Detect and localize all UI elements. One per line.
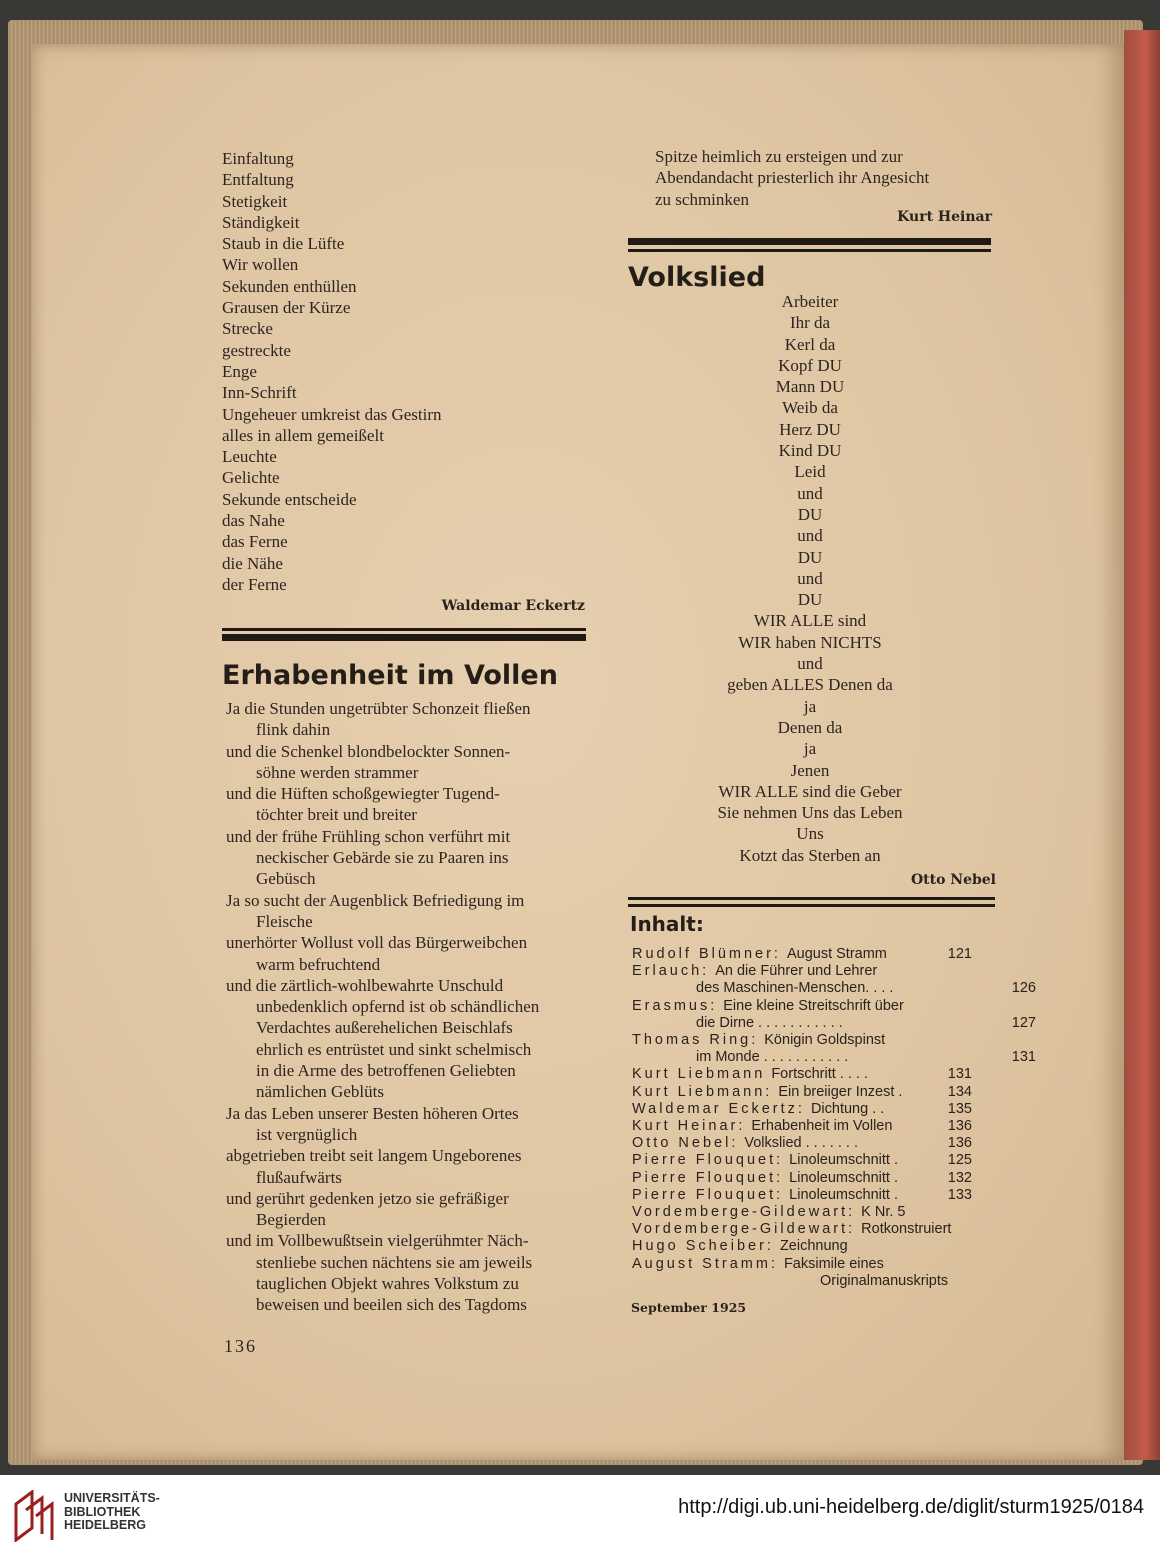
erhabenheit-continuation <box>655 146 993 210</box>
poem-line: Uns <box>796 824 824 844</box>
erhabenheit-title: Erhabenheit im Vollen <box>222 660 558 691</box>
verse-continuation: Spitze heimlich zu ersteigen und zur <box>655 147 903 166</box>
poem-line: Ungeheuer umkreist das Gestirn <box>222 404 442 424</box>
toc-author: Pierre Flouquet: <box>632 1186 784 1203</box>
verse-continuation: flußaufwärts <box>256 1167 342 1187</box>
toc-title: Ein breiiger Inzest . <box>778 1083 903 1100</box>
toc-author: August Stramm: <box>632 1255 778 1272</box>
verse-continuation: nämlichen Geblüts <box>256 1082 384 1102</box>
toc-entry <box>632 1084 972 1101</box>
toc-author: Vordemberge-Gildewart: <box>632 1221 856 1238</box>
poem-line: ja <box>803 696 817 716</box>
verse-continuation: flink dahin <box>256 720 331 740</box>
verse-line: und die Schenkel blondbelockter Sonnen- <box>226 741 511 761</box>
toc-author: Erasmus: <box>632 997 718 1014</box>
verse-continuation: söhne werden strammer <box>256 762 419 782</box>
poem-line: Sie nehmen Uns das Leben <box>717 803 903 823</box>
poem-line: und <box>797 654 823 674</box>
issue-date: September 1925 <box>631 1300 747 1315</box>
verse-continuation: ehrlich es entrüstet und sinkt schelmisch <box>256 1039 532 1059</box>
toc-page-number: 121 <box>947 946 972 962</box>
library-line-2: BIBLIOTHEK <box>64 1504 141 1519</box>
toc-page-number: 127 <box>1011 1014 1036 1031</box>
poem-line: Stetigkeit <box>222 191 288 211</box>
toc-title: die Dirne . . . . . . . . . . . <box>696 1014 843 1031</box>
toc-page-number: 136 <box>947 1118 972 1134</box>
poem-line: Kopf DU <box>778 355 842 375</box>
poem-line: Ihr da <box>789 313 831 333</box>
poem-line: Ständigkeit <box>222 212 300 232</box>
poem-line: das Ferne <box>222 532 288 552</box>
library-line-3: HEIDELBERG <box>64 1518 146 1532</box>
page-number: 136 <box>224 1336 257 1356</box>
toc-entry <box>632 1187 972 1204</box>
toc-page-number: 134 <box>947 1083 972 1100</box>
toc-title: Eine kleine Streitschrift über <box>723 997 904 1014</box>
poem-line: Inn-Schrift <box>222 383 297 403</box>
toc-entry <box>632 980 1036 997</box>
library-name <box>64 1492 160 1533</box>
verse-continuation: Abendandacht priesterlich ihr Angesicht <box>655 168 930 188</box>
toc-entry <box>632 1273 1160 1290</box>
toc-entry <box>632 1204 972 1221</box>
toc-entry <box>632 1032 972 1049</box>
library-line-1: UNIVERSITÄTS- <box>64 1491 160 1505</box>
toc-entry <box>632 1066 972 1083</box>
section-rule-right-1 <box>628 238 991 245</box>
toc-entry <box>632 1152 972 1169</box>
toc-author: Erlauch: <box>632 963 710 980</box>
poem-line: WIR ALLE sind <box>753 611 867 631</box>
toc-title: An die Führer und Lehrer <box>715 963 878 980</box>
toc-title: Erhabenheit im Vollen <box>751 1118 893 1134</box>
poem-line: Gelichte <box>222 468 280 488</box>
poem-line: alles in allem gemeißelt <box>222 425 384 445</box>
poem-line: ja <box>803 739 817 759</box>
library-logo-icon <box>14 1490 54 1542</box>
permalink-url[interactable]: http://digi.ub.uni-heidelberg.de/diglit/sturm1925/0184 <box>678 1496 1144 1518</box>
verse-continuation: ist vergnüglich <box>256 1124 358 1144</box>
poem-line: WIR ALLE sind die Geber <box>718 781 902 801</box>
poem-author-heinar: Kurt Heinar <box>897 209 992 225</box>
poem-line: Entfaltung <box>222 170 294 190</box>
section-rule-right-2-b <box>628 904 995 907</box>
verse-line: Ja so sucht der Augenblick Befriedigung im <box>226 890 525 910</box>
toc-title: Faksimile eines <box>783 1255 884 1272</box>
inhalt-heading: Inhalt: <box>630 912 704 936</box>
section-rule-left-thick <box>222 634 586 641</box>
poem-line: gestreckte <box>222 340 291 360</box>
poem-line: Wir wollen <box>222 255 299 275</box>
verse-continuation: tauglichen Objekt wahres Volkstum zu <box>256 1274 519 1294</box>
poem-line: Kotzt das Sterben an <box>739 845 881 865</box>
toc-title: Volkslied . . . . . . . <box>744 1135 858 1152</box>
toc-entry <box>632 1170 972 1187</box>
toc-page-number: 131 <box>1011 1049 1036 1066</box>
poem-line: Staub in die Lüfte <box>222 234 345 254</box>
poem-line: und <box>797 568 823 588</box>
poem-line: Mann DU <box>775 377 845 397</box>
toc-entry <box>632 998 972 1015</box>
toc-entry <box>632 963 972 980</box>
toc-author: Kurt Liebmann <box>632 1066 766 1083</box>
poem-line: Denen da <box>777 717 843 737</box>
poem-line: Sekunde entscheide <box>222 489 357 509</box>
verse-continuation: Fleische <box>256 911 313 931</box>
poem-author-nebel: Otto Nebel <box>910 872 996 888</box>
toc-author: Hugo Scheiber: <box>632 1238 774 1255</box>
poem-line: Leuchte <box>222 447 277 467</box>
poem-line: Strecke <box>222 319 273 339</box>
toc-title: Rotkonstruiert <box>861 1221 952 1238</box>
verse-continuation: neckischer Gebärde sie zu Paaren ins <box>256 848 509 868</box>
section-rule-right-1-thin <box>628 249 991 252</box>
poem-line: Kerl da <box>784 334 836 354</box>
poem-line: Enge <box>222 361 257 381</box>
toc-author: Otto Nebel: <box>632 1135 739 1152</box>
toc-page-number: 133 <box>947 1186 972 1203</box>
toc-entry <box>632 1256 972 1273</box>
poem-line: Grausen der Kürze <box>222 298 351 318</box>
poem-line: geben ALLES Denen da <box>727 675 893 695</box>
poem-author-eckertz: Waldemar Eckertz <box>441 598 585 614</box>
verse-line: unerhörter Wollust voll das Bürgerweibchen <box>226 933 528 953</box>
verse-line: Ja das Leben unserer Besten höheren Ortes <box>226 1103 519 1123</box>
verse-continuation: Begierden <box>256 1210 326 1230</box>
poem-line: Sekunden enthüllen <box>222 276 357 296</box>
toc-title: Linoleumschnitt . <box>789 1169 898 1186</box>
poem-line: der Ferne <box>222 574 287 594</box>
verse-line: und die zärtlich-wohlbewahrte Unschuld <box>226 975 504 995</box>
toc-page-number: 131 <box>947 1066 972 1083</box>
toc-author: Kurt Liebmann: <box>632 1083 773 1100</box>
toc-author: Thomas Ring: <box>632 1032 759 1048</box>
toc-title: Dichtung . . <box>810 1100 885 1117</box>
poem-line: Leid <box>794 462 826 482</box>
poem-line: Arbeiter <box>781 292 839 311</box>
poem-line: WIR haben NICHTS <box>738 632 882 652</box>
toc-entry <box>632 1049 1036 1066</box>
left-poem <box>222 148 442 595</box>
toc-title: Linoleumschnitt . <box>789 1152 898 1169</box>
poem-line: DU <box>797 590 823 610</box>
toc-title: Linoleumschnitt . <box>789 1186 898 1203</box>
verse-line: Ja die Stunden ungetrübter Schonzeit fließen <box>226 699 531 718</box>
toc-entry <box>632 1238 972 1255</box>
volkslied-title: Volkslied <box>628 262 766 293</box>
verse-continuation: warm befruchtend <box>256 954 381 974</box>
erhabenheit-body <box>226 698 588 1316</box>
toc-entry <box>632 1221 972 1238</box>
toc-title: des Maschinen-Menschen. . . . <box>696 980 894 997</box>
toc-title: Originalmanuskripts <box>820 1272 949 1289</box>
poem-line: Herz DU <box>779 419 841 439</box>
toc-entry <box>632 946 972 963</box>
poem-line: und <box>797 526 823 546</box>
verse-continuation: zu schminken <box>655 189 749 209</box>
verse-continuation: Verdachtes außerehelichen Beischlafs <box>256 1018 513 1038</box>
toc-entry <box>632 1015 1036 1032</box>
toc-page-number: 132 <box>947 1169 972 1186</box>
toc-page-number: 126 <box>1011 980 1036 997</box>
poem-line: die Nähe <box>222 553 283 573</box>
toc-title: August Stramm <box>786 946 887 962</box>
toc-author: Vordemberge-Gildewart: <box>632 1204 856 1220</box>
verse-line: abgetrieben treibt seit langem Ungeborenes <box>226 1146 522 1166</box>
poem-line: Kind DU <box>778 441 842 461</box>
toc-page-number: 136 <box>947 1135 972 1152</box>
verse-continuation: unbedenklich opfernd ist ob schändlichen <box>256 997 540 1017</box>
toc-entry <box>632 1135 972 1152</box>
toc-title: Zeichnung <box>779 1238 848 1255</box>
verse-continuation: töchter breit und breiter <box>256 805 417 825</box>
poem-line: Jenen <box>790 760 830 780</box>
section-rule-right-2 <box>628 897 995 900</box>
toc-title: K Nr. 5 <box>861 1204 906 1220</box>
verse-line: und die Hüften schoßgewiegter Tugend- <box>226 784 500 804</box>
poem-line: Weib da <box>782 398 838 418</box>
toc-entry <box>632 1101 972 1118</box>
poem-line: Einfaltung <box>222 149 294 168</box>
toc-page-number: 125 <box>947 1152 972 1169</box>
verse-continuation: beweisen und beeilen sich des Tagdoms <box>256 1295 527 1315</box>
toc-author: Waldemar Eckertz: <box>632 1100 805 1117</box>
volkslied-poem <box>660 291 960 866</box>
verse-line: und im Vollbewußtsein vielgerühmter Näch- <box>226 1231 529 1251</box>
toc-entry <box>632 1118 972 1135</box>
toc-author: Kurt Heinar: <box>632 1118 746 1134</box>
poem-line: DU <box>797 547 823 567</box>
toc-page-number: 135 <box>947 1100 972 1117</box>
poem-line: das Nahe <box>222 511 285 531</box>
poem-line: und <box>797 483 823 503</box>
red-book-edge <box>1124 30 1160 1460</box>
toc-title: Fortschritt . . . . <box>771 1066 868 1083</box>
toc-author: Pierre Flouquet: <box>632 1169 784 1186</box>
toc-author: Rudolf Blümner: <box>632 946 781 962</box>
poem-line: DU <box>797 504 823 524</box>
verse-line: und der frühe Frühling schon verführt mit <box>226 826 511 846</box>
section-rule-left <box>222 628 586 631</box>
verse-continuation: stenliebe suchen nächtens sie am jeweils <box>256 1252 533 1272</box>
verse-continuation: in die Arme des betroffenen Geliebten <box>256 1061 516 1081</box>
toc-title: Königin Goldspinst <box>764 1032 886 1048</box>
toc-title: im Monde . . . . . . . . . . . <box>696 1049 849 1066</box>
verse-line: und gerührt gedenken jetzo sie gefräßiger <box>226 1188 509 1208</box>
verse-continuation: Gebüsch <box>256 869 316 889</box>
toc-author: Pierre Flouquet: <box>632 1152 784 1169</box>
